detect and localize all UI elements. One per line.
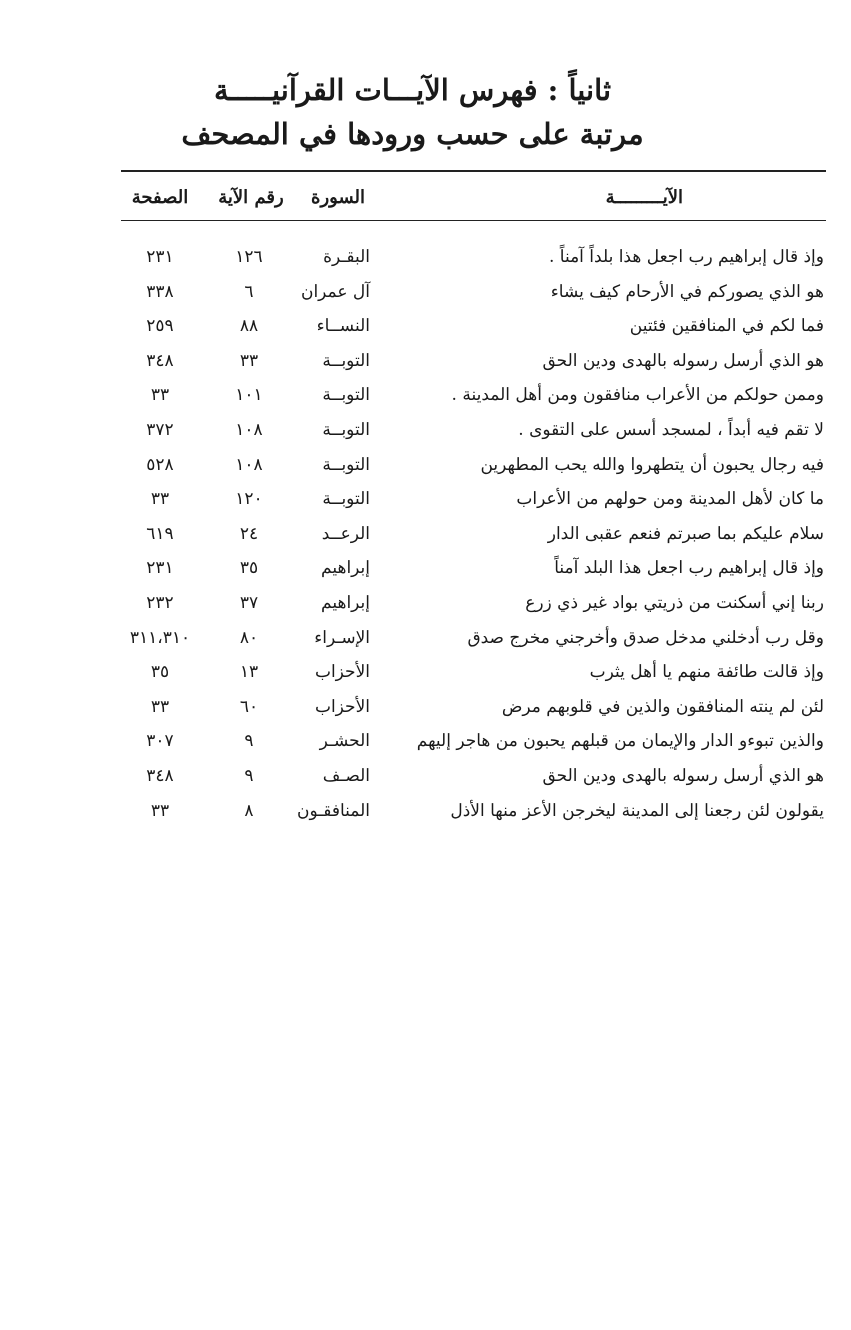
table-row	[0, 519, 851, 554]
aya-number: ١٢٠	[235, 489, 263, 510]
aya-text: يقولون لئن رجعنا إلى المدينة ليخرجن الأعز منها الأذل	[450, 800, 824, 821]
column-header-sura: السورة	[311, 187, 365, 208]
table-row	[0, 623, 851, 658]
aya-number: ٦٠	[239, 696, 259, 717]
page-number: ٣٣	[150, 489, 170, 510]
aya-number: ٨٠	[239, 627, 259, 648]
page-number: ٢٥٩	[146, 316, 174, 337]
aya-number: ٨	[244, 800, 254, 821]
aya-text: هو الذي أرسل رسوله بالهدى ودين الحق	[542, 350, 824, 371]
page-number: ٣٣	[150, 696, 170, 717]
column-header-aya-number: رقم الآية	[218, 187, 284, 208]
sura-name: البقـرة	[323, 247, 370, 267]
aya-number: ٩	[244, 765, 254, 786]
table-row	[0, 484, 851, 519]
table-top-rule	[121, 170, 826, 172]
sura-name: إبراهيم	[321, 592, 370, 613]
aya-number: ٣٥	[239, 558, 259, 579]
page-number: ٢٣١	[146, 247, 174, 267]
sura-name: الأحزاب	[314, 662, 370, 683]
sura-name: التوبــة	[322, 454, 370, 475]
sura-name: النســاء	[316, 316, 370, 337]
sura-name: الإسـراء	[314, 627, 370, 648]
sura-name: التوبــة	[322, 489, 370, 510]
table-row	[0, 761, 851, 796]
table-row	[0, 415, 851, 450]
sura-name: الحشـر	[319, 731, 370, 752]
aya-text: وقل رب أدخلني مدخل صدق وأخرجني مخرج صدق	[467, 627, 824, 648]
page-number: ٣٧٢	[146, 419, 174, 440]
table-row	[0, 380, 851, 415]
page-number: ٦١٩	[146, 523, 174, 544]
aya-text: ربنا إني أسكنت من ذريتي بواد غير ذي زرع	[525, 592, 824, 613]
page-number: ٣٤٨	[146, 765, 174, 786]
page-number: ٣٠٧	[146, 731, 174, 752]
aya-number: ١٣	[239, 662, 259, 683]
page-number: ٣٣	[150, 800, 170, 821]
aya-number: ٦	[244, 281, 254, 302]
column-header-aya: الآيـــــــــة	[605, 187, 683, 208]
sura-name: التوبــة	[322, 419, 370, 440]
page-number: ٣١١،٣١٠	[129, 627, 191, 648]
page-number: ٣٣	[150, 385, 170, 406]
aya-text: لئن لم ينته المنافقون والذين في قلوبهم مرض	[501, 696, 824, 717]
page-number: ٢٣٢	[146, 592, 174, 613]
page-number: ٢٣١	[146, 558, 174, 579]
sura-name: التوبــة	[322, 385, 370, 406]
table-row	[0, 796, 851, 831]
table-row	[0, 553, 851, 588]
table-row	[0, 588, 851, 623]
page-number: ٣٤٨	[146, 350, 174, 371]
aya-number: ٣٧	[239, 592, 259, 613]
table-header-rule	[121, 220, 826, 221]
aya-text: لا تقم فيه أبداً ، لمسجد أسس على التقوى .	[518, 419, 824, 440]
table-row	[0, 311, 851, 346]
aya-text: وإذ قال إبراهيم رب اجعل هذا البلد آمناً	[554, 558, 824, 579]
aya-number: ٨٨	[239, 316, 259, 337]
table-row	[0, 277, 851, 312]
table-row	[0, 657, 851, 692]
aya-text: سلام عليكم بما صبرتم فنعم عقبى الدار	[547, 523, 824, 544]
aya-text: ما كان لأهل المدينة ومن حولهم من الأعراب	[516, 489, 824, 510]
sura-name: المنافقـون	[296, 800, 370, 821]
sura-name: إبراهيم	[321, 558, 370, 579]
aya-number: ١٠٨	[235, 454, 263, 475]
aya-text: هو الذي أرسل رسوله بالهدى ودين الحق	[542, 765, 824, 786]
aya-number: ٢٤	[239, 523, 259, 544]
aya-text: وإذ قالت طائفة منهم يا أهل يثرب	[589, 662, 824, 683]
aya-text: فيه رجال يحبون أن يتطهروا والله يحب المطهرين	[480, 454, 824, 475]
aya-number: ٣٣	[239, 350, 259, 371]
index-table-body	[0, 242, 851, 830]
table-row	[0, 346, 851, 381]
aya-number: ١٢٦	[235, 247, 263, 267]
table-row	[0, 450, 851, 485]
page-title: ثانياً : فهرس الآيـــات القرآنيـــــة	[213, 73, 612, 107]
table-row	[0, 726, 851, 761]
page-subtitle: مرتبة على حسب ورودها في المصحف	[181, 117, 644, 151]
page-number: ٣٣٨	[146, 281, 174, 302]
sura-name: الصـف	[322, 765, 370, 786]
page-number: ٣٥	[150, 662, 170, 683]
table-row	[0, 692, 851, 727]
table-row	[0, 242, 851, 277]
aya-text: هو الذي يصوركم في الأرحام كيف يشاء	[550, 281, 824, 302]
sura-name: آل عمران	[300, 281, 370, 302]
aya-text: وممن حولكم من الأعراب منافقون ومن أهل المدينة .	[451, 385, 824, 406]
aya-number: ١٠٨	[235, 419, 263, 440]
sura-name: الرعــد	[321, 523, 370, 544]
aya-text: فما لكم في المنافقين فئتين	[629, 316, 824, 337]
aya-number: ٩	[244, 731, 254, 752]
column-header-page: الصفحة	[131, 187, 189, 208]
aya-number: ١٠١	[235, 385, 263, 406]
aya-text: وإذ قال إبراهيم رب اجعل هذا بلداً آمناً .	[548, 247, 824, 267]
sura-name: الأحزاب	[314, 696, 370, 717]
sura-name: التوبــة	[322, 350, 370, 371]
aya-text: والذين تبوءو الدار والإيمان من قبلهم يحبون من هاجر إليهم	[416, 731, 824, 752]
page-number: ٥٢٨	[146, 454, 174, 475]
